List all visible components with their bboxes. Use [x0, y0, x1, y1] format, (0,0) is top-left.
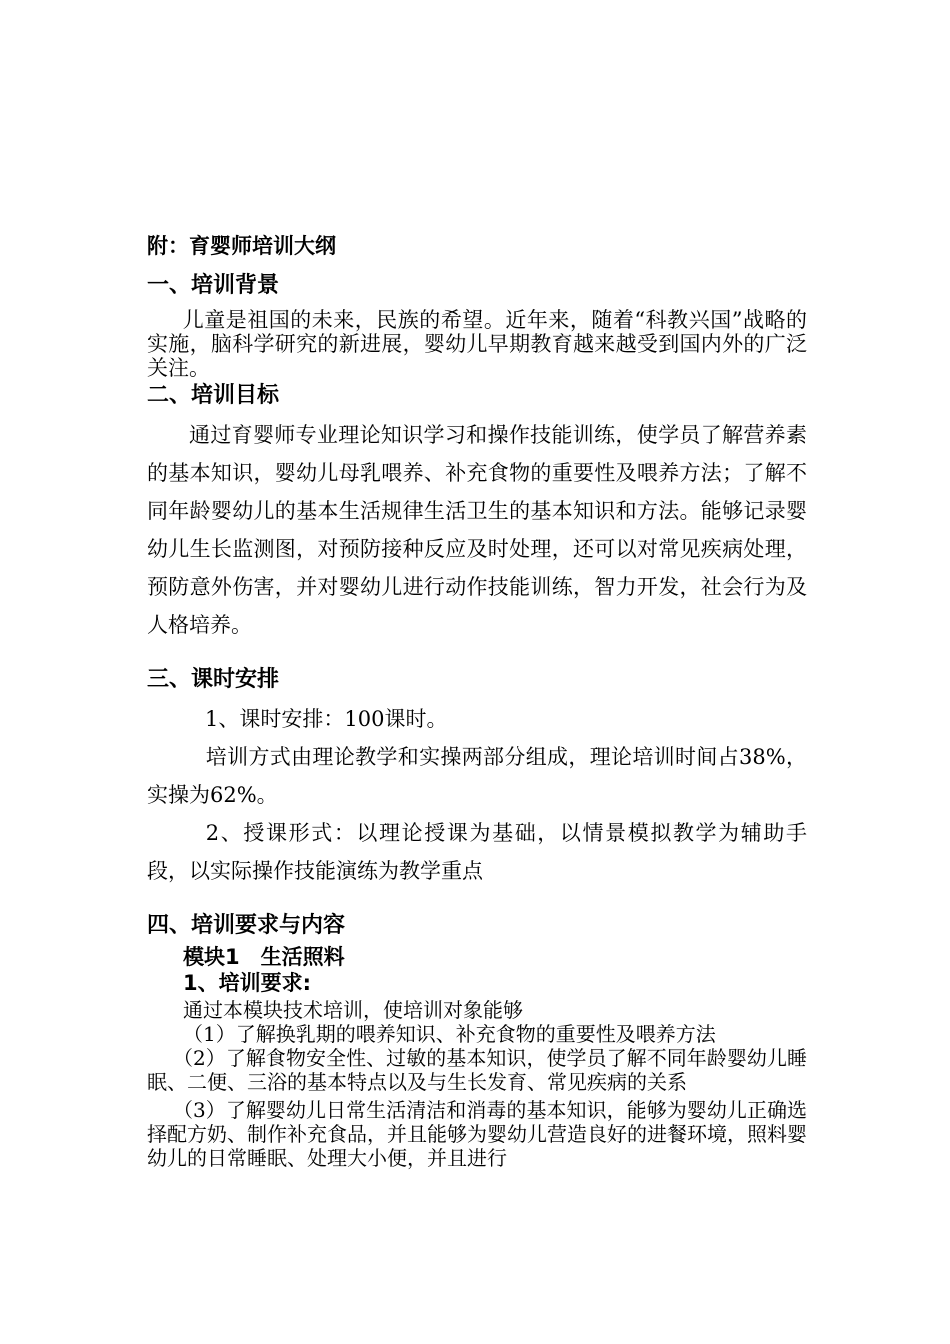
document-body — [147, 230, 807, 1170]
section-1-heading: 一、培训背景 — [147, 273, 280, 298]
section-2-paragraph: 通过育婴师专业理论知识学习和操作技能训练，使学员了解营养素的基本知识，婴幼儿母乳喂养、补充食物的重要性及喂养方法；了解不同年龄婴幼儿的基本生活规律生活卫生的基本知识和方法。能够记录婴幼儿生长监测图，对预防接种反应及时处理，还可以对常见疾病处理，预防意外伤害，并对婴幼儿进行动作技能训练，智力开发，社会行为及人格培养。 — [147, 423, 807, 637]
section-1-paragraph: 儿童是祖国的未来，民族的希望。近年来，随着“科教兴国”战略的实施，脑科学研究的新进展，婴幼儿早期教育越来越受到国内外的广泛关注。 — [147, 308, 807, 380]
requirement-item-2: （2）了解食物安全性、过敏的基本知识，使学员了解不同年龄婴幼儿睡眠、二便、三浴的基本特点以及与生长发育、常见疾病的关系 — [147, 1046, 807, 1094]
section-3-item-2: 2、授课形式：以理论授课为基础，以情景模拟教学为辅助手段，以实际操作技能演练为教学重点 — [147, 821, 807, 883]
section-3-heading: 三、课时安排 — [147, 667, 280, 692]
requirements-heading: 1、培训要求: — [183, 971, 312, 995]
section-3-item-1: 1、课时安排：100课时。 — [205, 707, 448, 731]
document-title: 附：育婴师培训大纲 — [147, 234, 336, 258]
section-3-item-1-detail: 培训方式由理论教学和实操两部分组成，理论培训时间占38%，实操为62%。 — [147, 745, 807, 807]
requirement-item-1: （1）了解换乳期的喂养知识、补充食物的重要性及喂养方法 — [183, 1022, 716, 1046]
requirement-item-3: （3）了解婴幼儿日常生活清洁和消毒的基本知识，能够为婴幼儿正确选择配方奶、制作补充食品，并且能够为婴幼儿营造良好的进餐环境，照料婴幼儿的日常睡眠、处理大小便，并且进行 — [147, 1098, 807, 1170]
requirements-intro: 通过本模块技术培训，使培训对象能够 — [183, 998, 523, 1022]
section-2-heading: 二、培训目标 — [147, 383, 280, 408]
module-1-heading: 模块1 生活照料 — [183, 945, 345, 969]
section-4-heading: 四、培训要求与内容 — [147, 913, 346, 938]
